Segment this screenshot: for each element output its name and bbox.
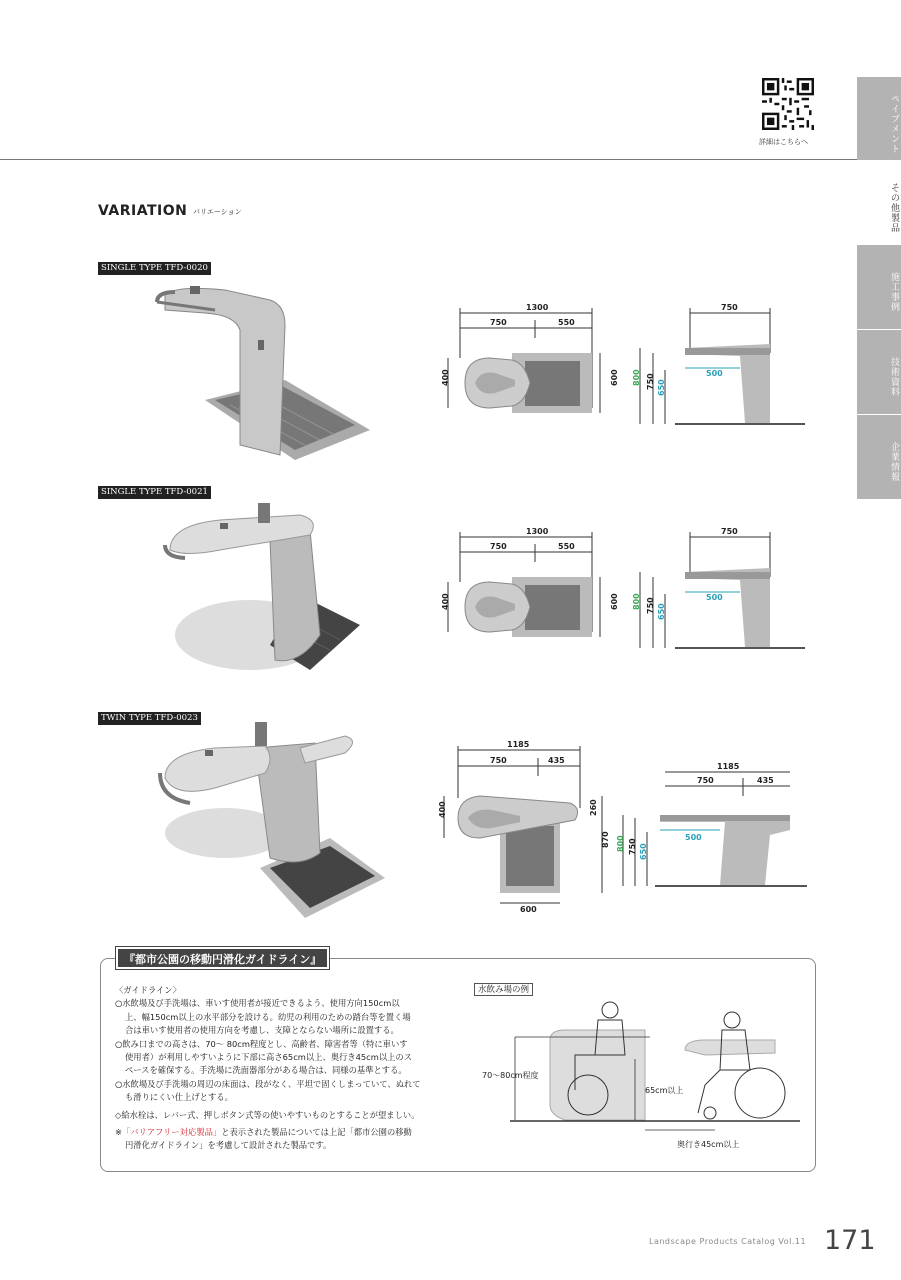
plan-left-dim: 750 [490, 542, 507, 551]
knee-clearance-label: 65cm以上 [645, 1086, 684, 1095]
section-subtitle: バリエーション [193, 208, 242, 216]
guideline-note-2-cont: 円滑化ガイドライン」を考慮して設計された製品です。 [125, 1140, 332, 1151]
qr-caption: 詳細はこちらへ [759, 138, 808, 146]
plan-drawing-tfd-0020 [430, 298, 630, 428]
depth-clearance-label: 奥行き45cm以上 [677, 1140, 740, 1149]
guideline-item-1-line-2: 上、幅150cm以上の水平部分を設ける。幼児の利用のための踏台等を置く場 [125, 1011, 411, 1022]
elevation-drawing-tfd-0023 [615, 760, 810, 895]
wheelchair-example-diagram [470, 995, 810, 1160]
guideline-item-2-line-1: ○飲み口までの高さは、70～ 80cm程度とし、高齢者、障害者等（特に車いす [115, 1038, 408, 1049]
elev-h2-dim: 750 [628, 838, 637, 855]
elev-width-dim: 750 [721, 527, 738, 536]
elev-h2-dim: 750 [646, 597, 655, 614]
guideline-item-2-line-2: 使用者）が利用しやすいように下部に高さ65cm以上、奥行き45cm以上のス [125, 1052, 413, 1063]
note-prefix: ※ [115, 1127, 122, 1138]
product-image-tfd-0020 [145, 280, 380, 480]
guideline-heading: 〈ガイドライン〉 [115, 985, 181, 995]
side-tab-case-studies[interactable]: 施工事例 [857, 245, 901, 330]
guideline-item-1-line-1: ○水飲場及び手洗場は、車いす使用者が接近できるよう、使用方向150cm以 [115, 998, 400, 1009]
product-label-tfd-0020: SINGLE TYPE TFD-0020 [98, 262, 211, 275]
plan-left-dim: 750 [490, 318, 507, 327]
plan-left-dim: 750 [490, 756, 507, 765]
page-number: 171 [824, 1225, 876, 1256]
guideline-item-2-line-3: ペースを確保する。手洗場に洗面器部分がある場合は、同様の基準とする。 [125, 1065, 407, 1076]
plan-total-dim: 1185 [507, 740, 530, 749]
plan-drawing-tfd-0023 [420, 738, 620, 918]
side-navigation [857, 0, 901, 1280]
elev-width-dim: 750 [721, 303, 738, 312]
guideline-note-2 [115, 1126, 445, 1139]
height-label: 70～80cm程度 [482, 1071, 539, 1080]
elev-h3-dim: 650 [639, 843, 648, 860]
plan-basin-dim: 600 [610, 593, 619, 610]
elev-h3-dim: 650 [657, 379, 666, 396]
elev-inner-dim: 500 [706, 369, 723, 378]
elev-h2-dim: 750 [646, 373, 655, 390]
plan-total-dim: 1300 [526, 303, 549, 312]
side-tab-company-info[interactable]: 企業情報 [857, 415, 901, 500]
guideline-item-1-line-3: 合は車いす使用者の使用方向を考慮し、支障とならない場所に設置する。 [125, 1025, 399, 1036]
plan-basin-dim: 600 [610, 369, 619, 386]
qr-code-icon[interactable] [762, 78, 814, 130]
elevation-drawing-tfd-0020 [630, 298, 810, 433]
plan-right-dim: 550 [558, 318, 575, 327]
side-tab-technical-data[interactable]: 技術資料 [857, 330, 901, 415]
note-suffix: と表示された製品については上記「都市公園の移動 [221, 1127, 412, 1138]
elev-h1-dim: 800 [632, 593, 641, 610]
plan-right-dim: 435 [548, 756, 565, 765]
guideline-item-3-line-2: も滑りにくい仕上げとする。 [125, 1092, 233, 1103]
guideline-item-3-line-1: ○水飲場及び手洗場の周辺の床面は、段がなく、平坦で固くしまっていて、ぬれて [115, 1078, 421, 1089]
product-image-tfd-0023 [155, 718, 390, 923]
plan-depth-dim: 400 [441, 369, 450, 386]
guideline-text [115, 984, 445, 1153]
elev-inner-dim: 500 [706, 593, 723, 602]
section-title: VARIATION [98, 203, 188, 219]
product-label-tfd-0021: SINGLE TYPE TFD-0021 [98, 486, 211, 499]
elevation-drawing-tfd-0021 [630, 522, 810, 657]
plan-depth-dim: 400 [438, 801, 447, 818]
product-label-tfd-0023: TWIN TYPE TFD-0023 [98, 712, 201, 725]
catalog-footer: Landscape Products Catalog Vol.11 [649, 1237, 807, 1246]
header-rule [0, 159, 857, 160]
plan-bottom-dim: 600 [520, 905, 537, 914]
plan-depth-dim: 400 [441, 593, 450, 610]
plan-side-dim: 260 [589, 799, 598, 816]
example-label: 水飲み場の例 [474, 983, 533, 996]
guideline-note-1: ◇給水栓は、レバー式、押しボタン式等の使いやすいものとすることが望ましい。 [115, 1109, 420, 1120]
elev-h3-dim: 650 [657, 603, 666, 620]
side-tab-pavement[interactable]: ペイブメント [857, 77, 901, 161]
plan-right-dim: 550 [558, 542, 575, 551]
elev-right-dim: 435 [757, 776, 774, 785]
elev-total-dim: 1185 [717, 762, 740, 771]
elev-h1-dim: 800 [616, 835, 625, 852]
guideline-title: 『都市公園の移動円滑化ガイドライン』 [116, 947, 329, 969]
barrier-free-label: 「バリアフリー対応製品」 [121, 1127, 222, 1138]
elev-h1-dim: 800 [632, 369, 641, 386]
elev-left-dim: 750 [697, 776, 714, 785]
product-image-tfd-0021 [160, 495, 375, 680]
plan-drawing-tfd-0021 [430, 522, 630, 652]
elev-inner-dim: 500 [685, 833, 702, 842]
plan-overall-dim: 870 [601, 831, 610, 848]
plan-total-dim: 1300 [526, 527, 549, 536]
side-tab-other-products[interactable]: その他製品 [857, 161, 901, 245]
